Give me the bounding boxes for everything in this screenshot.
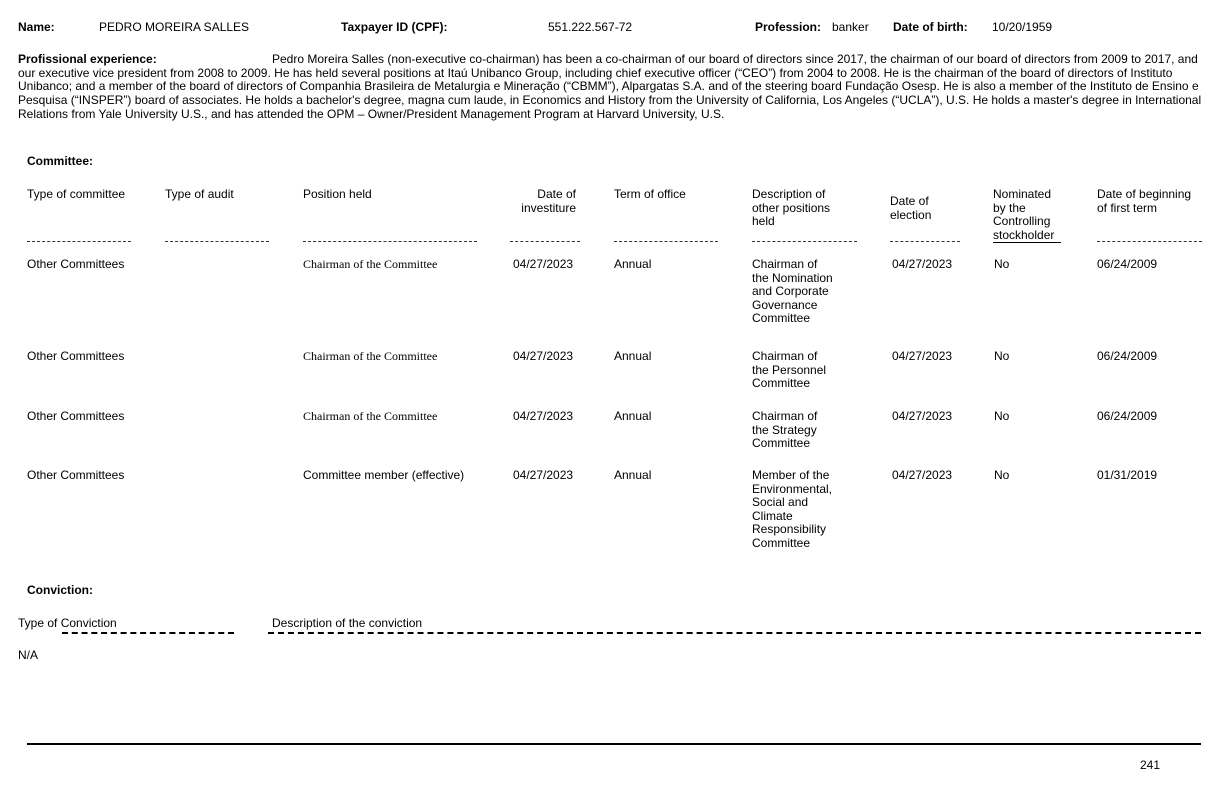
col-header: Type of committee (27, 187, 126, 201)
col-header: Description of other positions held (752, 187, 831, 229)
divider (268, 632, 1201, 634)
committee-title: Committee: (27, 154, 94, 168)
nominated: No (994, 468, 1010, 482)
description: Member of the Environmental, Social and Climate Responsibility Committee (752, 468, 833, 550)
position-held: Chairman of the Committee (303, 409, 438, 423)
divider (1097, 241, 1202, 242)
first-term-date: 06/24/2009 (1097, 349, 1158, 363)
cpf-value: 551.222.567-72 (548, 20, 633, 34)
experience-text: Pedro Moreira Salles (non-executive co-chairman) has been a co-chairman of our board of directors since 2017, the chairman of our board of directors from 2009 to 2017, and our executive vice president from 2008 to 2009. He has held several positions at Itaú Unibanco Group, including chief executive officer (“CEO”) from 2004 to 2008. He is the chairman of the board of directors of Instituto Unibanco; and a member of the board of directors of Companhia Brasileira de Metalurgia e Mineração (“CBMM”), Alpargatas S.A. and of the steering board Fundação Osesp. He is also a member of the Instituto de Ensino e Pesquisa (“INSPER”) board of associates. He holds a bachelor's degree, magna cum laude, in Economics and History from the University of California, Los Angeles (“UCLA”), U.S. He holds a master's degree in International Relations from Yale University U.S., and has attended the OPM – Owner/President Management Program at Harvard University, U.S. (18, 52, 1202, 121)
profession-label: Profession: (755, 20, 822, 34)
election-date: 04/27/2023 (892, 349, 953, 363)
col-header: Date of investiture (521, 187, 576, 215)
term-of-office: Annual (614, 349, 652, 363)
conviction-title: Conviction: (27, 583, 93, 597)
position-held: Chairman of the Committee (303, 257, 438, 271)
col-header: Date of beginning of first term (1097, 187, 1192, 215)
conviction-description-header: Description of the conviction (272, 616, 423, 630)
investiture-date: 04/27/2023 (513, 349, 574, 363)
divider (890, 241, 960, 242)
committee-type: Other Committees (27, 257, 125, 271)
first-term-date: 06/24/2009 (1097, 257, 1158, 271)
description: Chairman of the Nomination and Corporate Governance Committee (752, 257, 833, 326)
investiture-date: 04/27/2023 (513, 409, 574, 423)
divider (165, 241, 269, 242)
col-header: Nominated by the Controlling stockholder (993, 188, 1061, 243)
profession-value: banker (832, 20, 869, 34)
first-term-date: 06/24/2009 (1097, 409, 1158, 423)
position-held: Committee member (effective) (303, 468, 465, 482)
name-value: PEDRO MOREIRA SALLES (99, 20, 250, 34)
investiture-date: 04/27/2023 (513, 257, 574, 271)
name-label: Name: (18, 20, 55, 34)
conviction-value: N/A (18, 648, 39, 662)
committee-type: Other Committees (27, 349, 125, 363)
divider (614, 241, 718, 242)
first-term-date: 01/31/2019 (1097, 468, 1158, 482)
nominated: No (994, 409, 1010, 423)
dob-value: 10/20/1959 (992, 20, 1053, 34)
experience-label: Profissional experience: (18, 52, 157, 66)
conviction-type-header: Type of Conviction (18, 616, 117, 630)
col-header: Term of office (614, 187, 686, 201)
nominated: No (994, 257, 1010, 271)
col-header: Position held (303, 187, 372, 201)
divider (510, 241, 580, 242)
dob-label: Date of birth: (893, 20, 968, 34)
investiture-date: 04/27/2023 (513, 468, 574, 482)
divider (27, 241, 131, 242)
divider (62, 632, 234, 634)
election-date: 04/27/2023 (892, 409, 953, 423)
committee-type: Other Committees (27, 468, 125, 482)
description: Chairman of the Personnel Committee (752, 349, 827, 391)
col-header: Date of election (890, 194, 932, 222)
nominated: No (994, 349, 1010, 363)
col-header: Type of audit (165, 187, 234, 201)
election-date: 04/27/2023 (892, 468, 953, 482)
cpf-label: Taxpayer ID (CPF): (341, 20, 448, 34)
footer-rule (27, 743, 1201, 745)
divider (752, 241, 857, 242)
term-of-office: Annual (614, 468, 652, 482)
professional-experience (18, 53, 1208, 122)
divider (303, 241, 477, 242)
position-held: Chairman of the Committee (303, 349, 438, 363)
page-number: 241 (1140, 758, 1161, 772)
election-date: 04/27/2023 (892, 257, 953, 271)
term-of-office: Annual (614, 257, 652, 271)
term-of-office: Annual (614, 409, 652, 423)
description: Chairman of the Strategy Committee (752, 409, 818, 451)
committee-type: Other Committees (27, 409, 125, 423)
